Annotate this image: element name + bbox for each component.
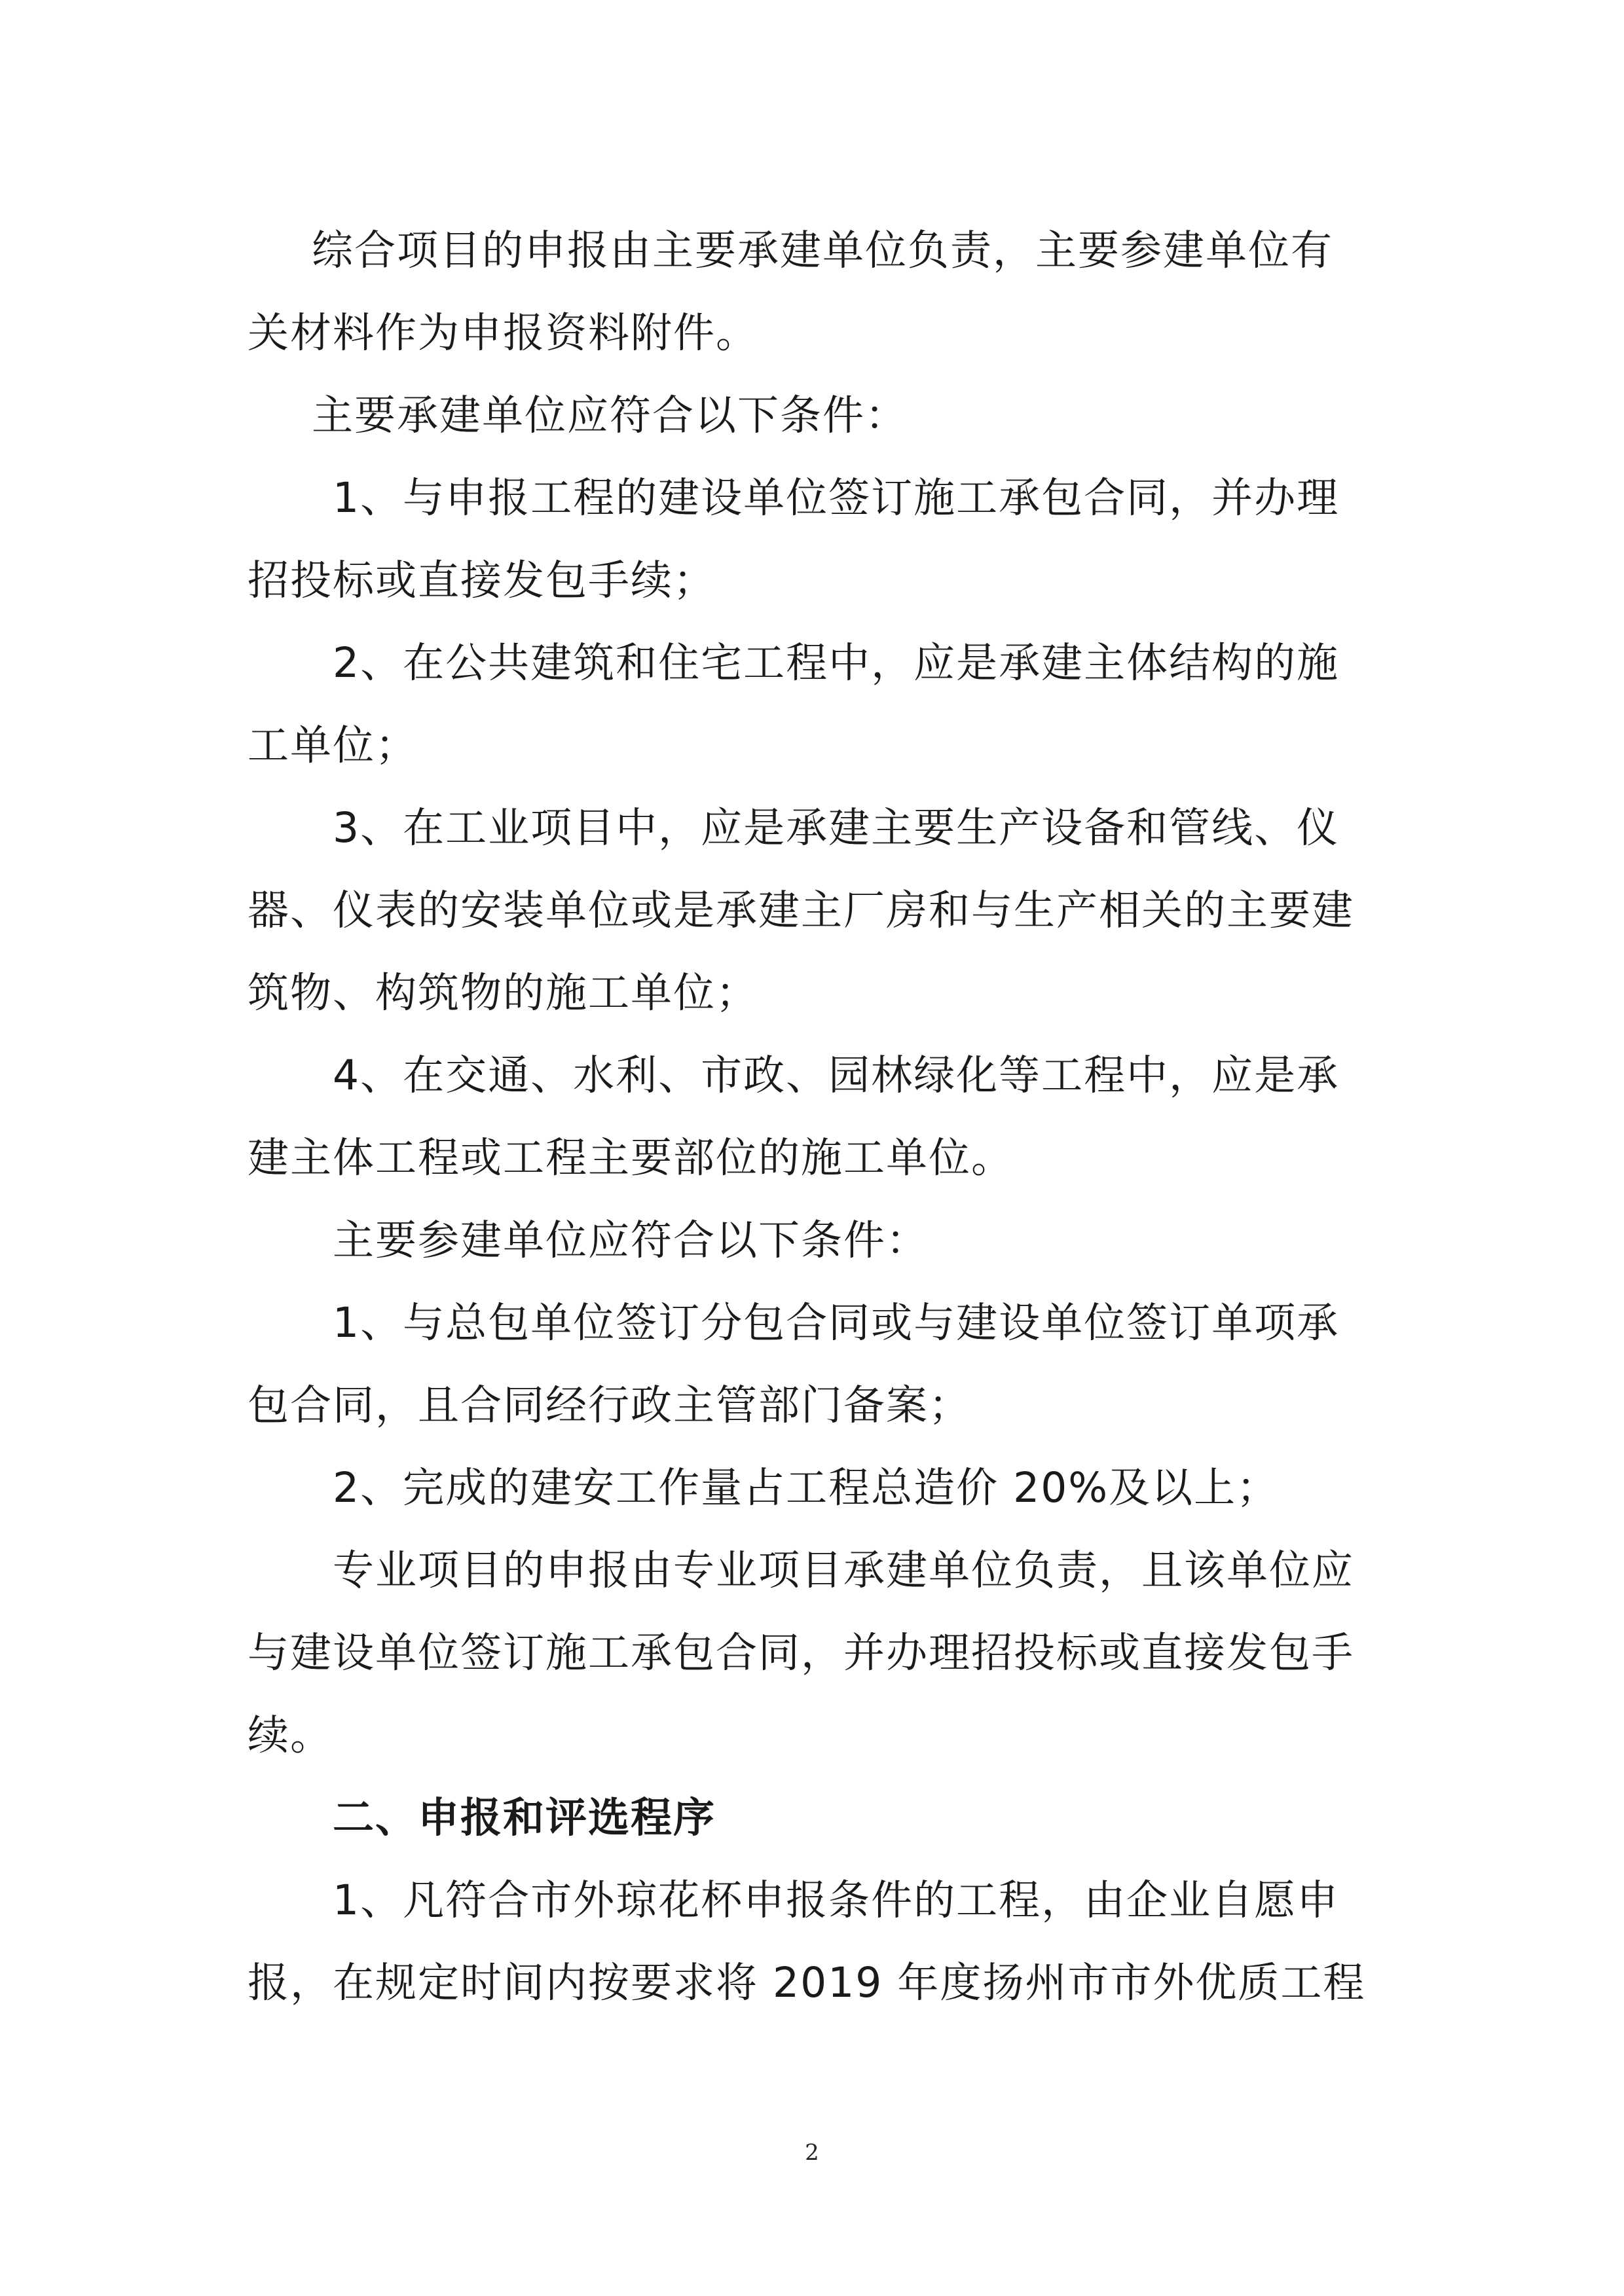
paragraph-line: 2、在公共建筑和住宅工程中，应是承建主体结构的施: [333, 639, 1340, 687]
paragraph-line: 报，在规定时间内按要求将 2019 年度扬州市市外优质工程: [248, 1959, 1366, 2007]
paragraph-line: 专业项目的申报由专业项目承建单位负责，且该单位应: [333, 1546, 1354, 1594]
paragraph-line: 1、与总包单位签订分包合同或与建设单位签订单项承: [333, 1299, 1340, 1347]
paragraph-line: 器、仪表的安装单位或是承建主厂房和与生产相关的主要建: [248, 886, 1354, 934]
paragraph-line: 3、在工业项目中，应是承建主要生产设备和管线、仪: [333, 804, 1340, 852]
paragraph-line: 4、在交通、水利、市政、园林绿化等工程中，应是承: [333, 1051, 1340, 1099]
paragraph-line: 包合同，且合同经行政主管部门备案；: [248, 1381, 971, 1429]
paragraph-line: 1、凡符合市外琼花杯申报条件的工程，由企业自愿申: [333, 1876, 1340, 1924]
paragraph-line: 筑物、构筑物的施工单位；: [248, 969, 758, 1017]
paragraph-line: 续。: [248, 1711, 333, 1759]
paragraph-line: 关材料作为申报资料附件。: [248, 309, 758, 357]
paragraph-line: 1、与申报工程的建设单位签订施工承包合同，并办理: [333, 474, 1340, 522]
paragraph-line: 主要参建单位应符合以下条件：: [333, 1216, 929, 1264]
page-number: 2: [805, 2140, 819, 2166]
paragraph-line: 与建设单位签订施工承包合同，并办理招投标或直接发包手: [248, 1629, 1354, 1677]
paragraph-line: 2、完成的建安工作量占工程总造价 20%及以上；: [333, 1464, 1280, 1512]
paragraph-line: 主要承建单位应符合以下条件：: [312, 392, 908, 439]
paragraph-line: 建主体工程或工程主要部位的施工单位。: [248, 1134, 1014, 1182]
paragraph-line: 综合项目的申报由主要承建单位负责，主要参建单位有: [312, 227, 1333, 274]
section-heading-text: 二、申报和评选程序: [333, 1794, 716, 1842]
paragraph-line: 工单位；: [248, 721, 418, 769]
paragraph-line: 招投标或直接发包手续；: [248, 556, 716, 604]
